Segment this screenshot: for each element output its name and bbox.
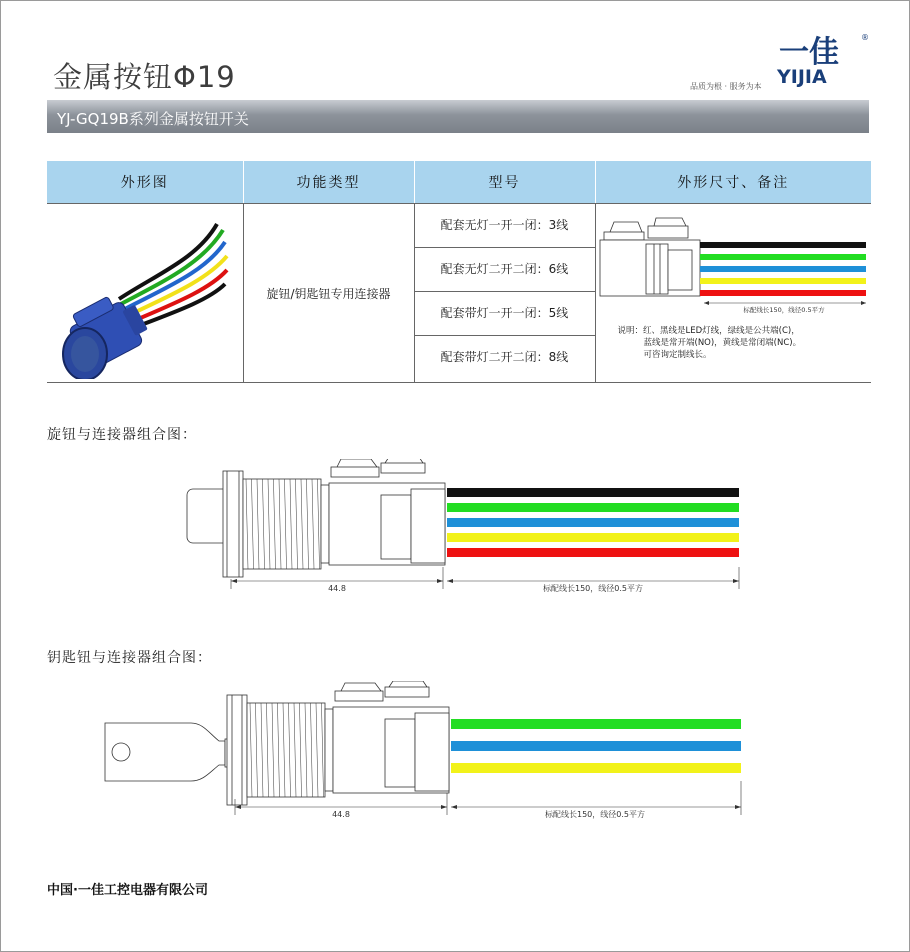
yijia-logo (773, 31, 873, 87)
spec-table (47, 161, 871, 383)
logo-en-text: YIJIA (777, 66, 827, 87)
rotary-wire-0 (447, 488, 739, 497)
key-wire-0 (451, 719, 741, 729)
note-line: 可咨询定制线长。 (643, 350, 712, 360)
rotary-wire-3 (447, 533, 739, 542)
banner-text: YJ-GQ19B系列金属按钮开关 (57, 110, 249, 128)
shape-cell (47, 204, 243, 383)
dimension-label: 44.8 (332, 810, 350, 819)
table-wire-caption: 标配线长150，线径0.5平方 (742, 306, 825, 314)
table-wire-4 (700, 290, 866, 296)
wire-caption: 标配线长150，线径0.5平方 (545, 810, 645, 819)
table-wire-group (700, 242, 866, 296)
wire-group-key (451, 719, 741, 773)
rotary-assembly-drawing (171, 459, 751, 594)
rotary-wire-4 (447, 548, 739, 557)
rotary-wire-1 (447, 503, 739, 512)
key-wire-1 (451, 741, 741, 751)
function-type-cell: 旋钮/钥匙钮专用连接器 (243, 204, 414, 383)
table-wire-0 (700, 242, 866, 248)
connector-photo (47, 204, 243, 379)
slogan: 品质为根 · 服务为本 (690, 82, 762, 91)
rotary-diagram-label: 旋钮与连接器组合图： (47, 427, 197, 443)
header-function: 功能类型 (243, 161, 414, 204)
models-cell (414, 204, 595, 383)
note-line: 说明：红、黑线是LED灯线，绿线是公共端(C)， (617, 326, 800, 336)
note-line: 蓝线是常开端(NO)，黄线是常闭端(NC)。 (643, 338, 802, 348)
key-assembly-drawing (91, 681, 751, 821)
wire-group-rotary (447, 488, 739, 557)
key-diagram-label: 钥匙钮与连接器组合图： (47, 650, 212, 666)
registered-mark: ® (861, 33, 869, 42)
dimensions-cell (595, 204, 871, 383)
header-dimensions: 外形尺寸、备注 (595, 161, 871, 204)
model-row: 配套带灯一开一闭：5线 (415, 292, 595, 336)
logo-cn-text: 一佳 (779, 35, 839, 70)
dimension-label: 44.8 (328, 584, 346, 593)
model-row: 配套无灯一开一闭：3线 (415, 204, 595, 248)
series-banner (47, 100, 869, 133)
table-wire-2 (700, 266, 866, 272)
table-wire-3 (700, 278, 866, 284)
model-row: 配套带灯二开二闭：8线 (440, 350, 569, 364)
model-row: 配套无灯二开二闭：6线 (415, 248, 595, 292)
rotary-wire-2 (447, 518, 739, 527)
wire-note (618, 325, 802, 361)
key-wire-2 (451, 763, 741, 773)
company-name: 中国·一佳工控电器有限公司 (47, 883, 208, 898)
header-shape: 外形图 (47, 161, 243, 204)
small-connector-drawing (596, 204, 872, 314)
wire-caption: 标配线长150，线径0.5平方 (543, 584, 643, 593)
page-title: 金属按钮Φ19 (53, 60, 236, 94)
table-wire-1 (700, 254, 866, 260)
header-model: 型号 (414, 161, 595, 204)
